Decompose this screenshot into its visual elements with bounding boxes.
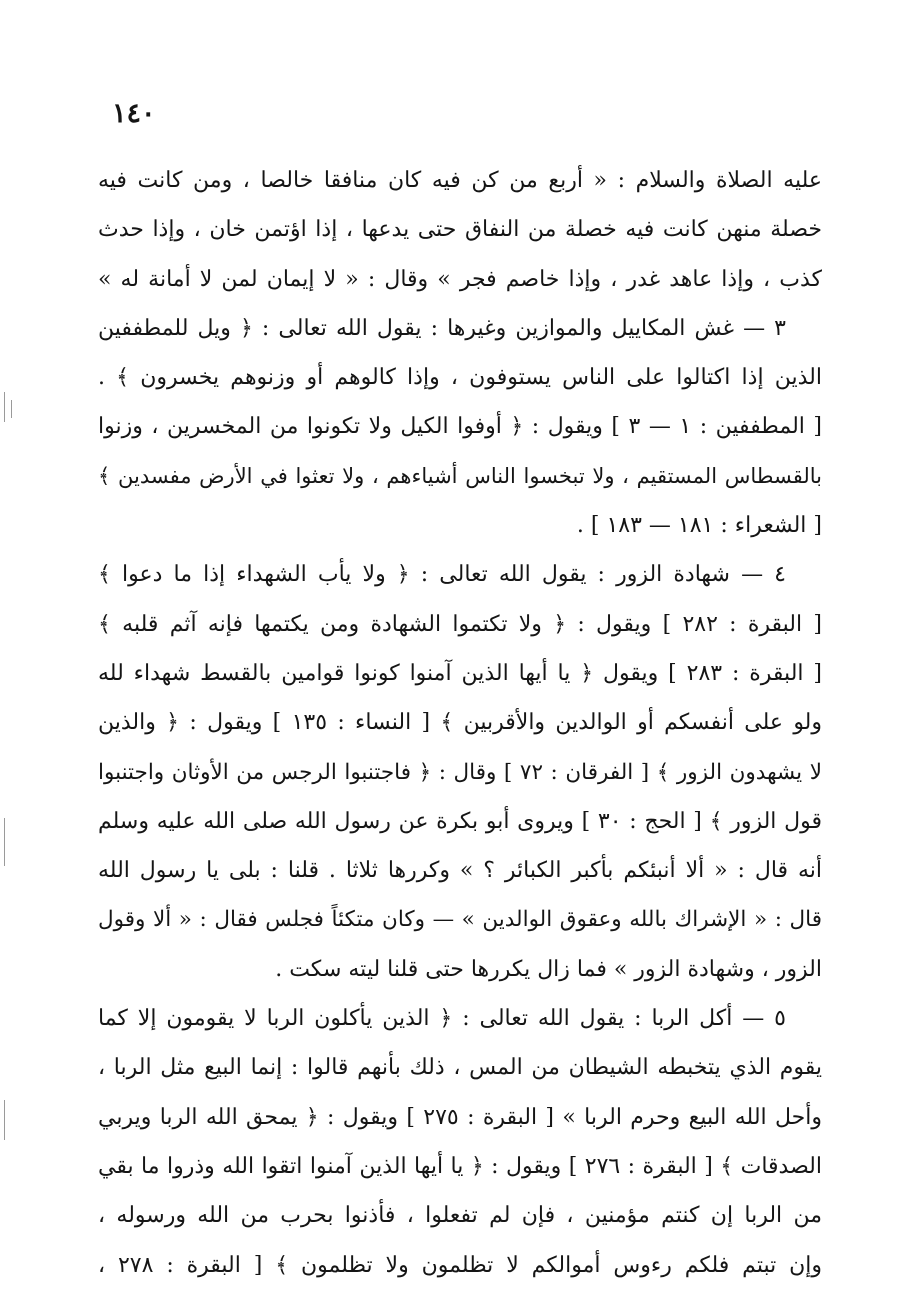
text-line: قول الزور ﴾ [ الحج : ٣٠ ] ويروى أبو بكرة عن رسول الله صلى الله عليه وسلم [98,808,822,834]
scan-margin-mark [4,392,5,422]
text-line: ٥ — أكل الربا : يقول الله تعالى : ﴿ الذين يأكلون الربا لا يقومون إلا كما [98,1006,786,1032]
scan-margin-mark [4,1100,5,1140]
text-line: الصدقات ﴾ [ البقرة : ٢٧٦ ] ويقول : ﴿ يا أيها الذين آمنوا اتقوا الله وذروا ما بقي [98,1153,822,1179]
text-line: [ الشعراء : ١٨١ — ١٨٣ ] . [576,513,822,539]
text-line: من الربا إن كنتم مؤمنين ، فإن لم تفعلوا ، فأذنوا بحرب من الله ورسوله ، [98,1203,822,1229]
text-line: ٣ — غش المكاييل والموازين وغيرها : يقول الله تعالى : ﴿ ويل للمطففين [98,315,786,341]
text-line: قال : « الإشراك بالله وعقوق الوالدين » — وكان متكئاً فجلس فقال : « ألا وقول [98,907,822,933]
text-line: [ البقرة : ٢٨٣ ] ويقول ﴿ يا أيها الذين آمنوا كونوا قوامين بالقسط شهداء لله [98,660,822,686]
text-line: يقوم الذي يتخبطه الشيطان من المس ، ذلك بأنهم قالوا : إنما البيع مثل الربا ، [98,1055,822,1081]
text-line: عليه الصلاة والسلام : « أربع من كن فيه كان منافقا خالصا ، ومن كانت فيه [98,168,822,193]
text-line: [ البقرة : ٢٨٢ ] ويقول : ﴿ ولا تكتموا الشهادة ومن يكتمها فإنه آثم قلبه ﴾ [98,611,822,637]
text-line: ٤ — شهادة الزور : يقول الله تعالى : ﴿ ولا يأب الشهداء إذا ما دعوا ﴾ [98,562,786,588]
text-line: خصلة منهن كانت فيه خصلة من النفاق حتى يدعها ، إذا اؤتمن خان ، وإذا حدث [98,217,822,243]
text-line: لا يشهدون الزور ﴾ [ الفرقان : ٧٢ ] وقال : ﴿ فاجتنبوا الرجس من الأوثان واجتنبوا [98,759,822,785]
text-line: [ المطففين : ١ — ٣ ] ويقول : ﴿ أوفوا الكيل ولا تكونوا من المخسرين ، وزنوا [98,414,822,440]
scan-margin-mark [11,400,12,418]
text-line: ولو على أنفسكم أو الوالدين والأقربين ﴾ [ النساء : ١٣٥ ] ويقول : ﴿ والذين [98,710,822,736]
text-line: الزور ، وشهادة الزور » فما زال يكررها حتى قلنا ليته سكت . [275,956,822,982]
body-text [98,156,822,1290]
text-line: وأحل الله البيع وحرم الربا » [ البقرة : ٢٧٥ ] ويقول : ﴿ يمحق الله الربا ويربي [98,1104,822,1130]
text-line: وإن تبتم فلكم رءوس أموالكم لا تظلمون ولا تظلمون ﴾ [ البقرة : ٢٧٨ ، [98,1252,822,1278]
scan-margin-mark [4,818,5,866]
text-line: الذين إذا اكتالوا على الناس يستوفون ، وإذا كالوهم أو وزنوهم يخسرون ﴾ . [98,365,822,391]
page-number: ١٤٠ [112,98,156,129]
text-line: أنه قال : « ألا أنبئكم بأكبر الكبائر ؟ » وكررها ثلاثا . قلنا : بلى يا رسول الله [98,858,822,884]
text-line: كذب ، وإذا عاهد غدر ، وإذا خاصم فجر » وقال : « لا إيمان لمن لا أمانة له » [98,266,822,292]
text-line: بالقسطاس المستقيم ، ولا تبخسوا الناس أشياءهم ، ولا تعثوا في الأرض مفسدين ﴾ [98,463,822,488]
